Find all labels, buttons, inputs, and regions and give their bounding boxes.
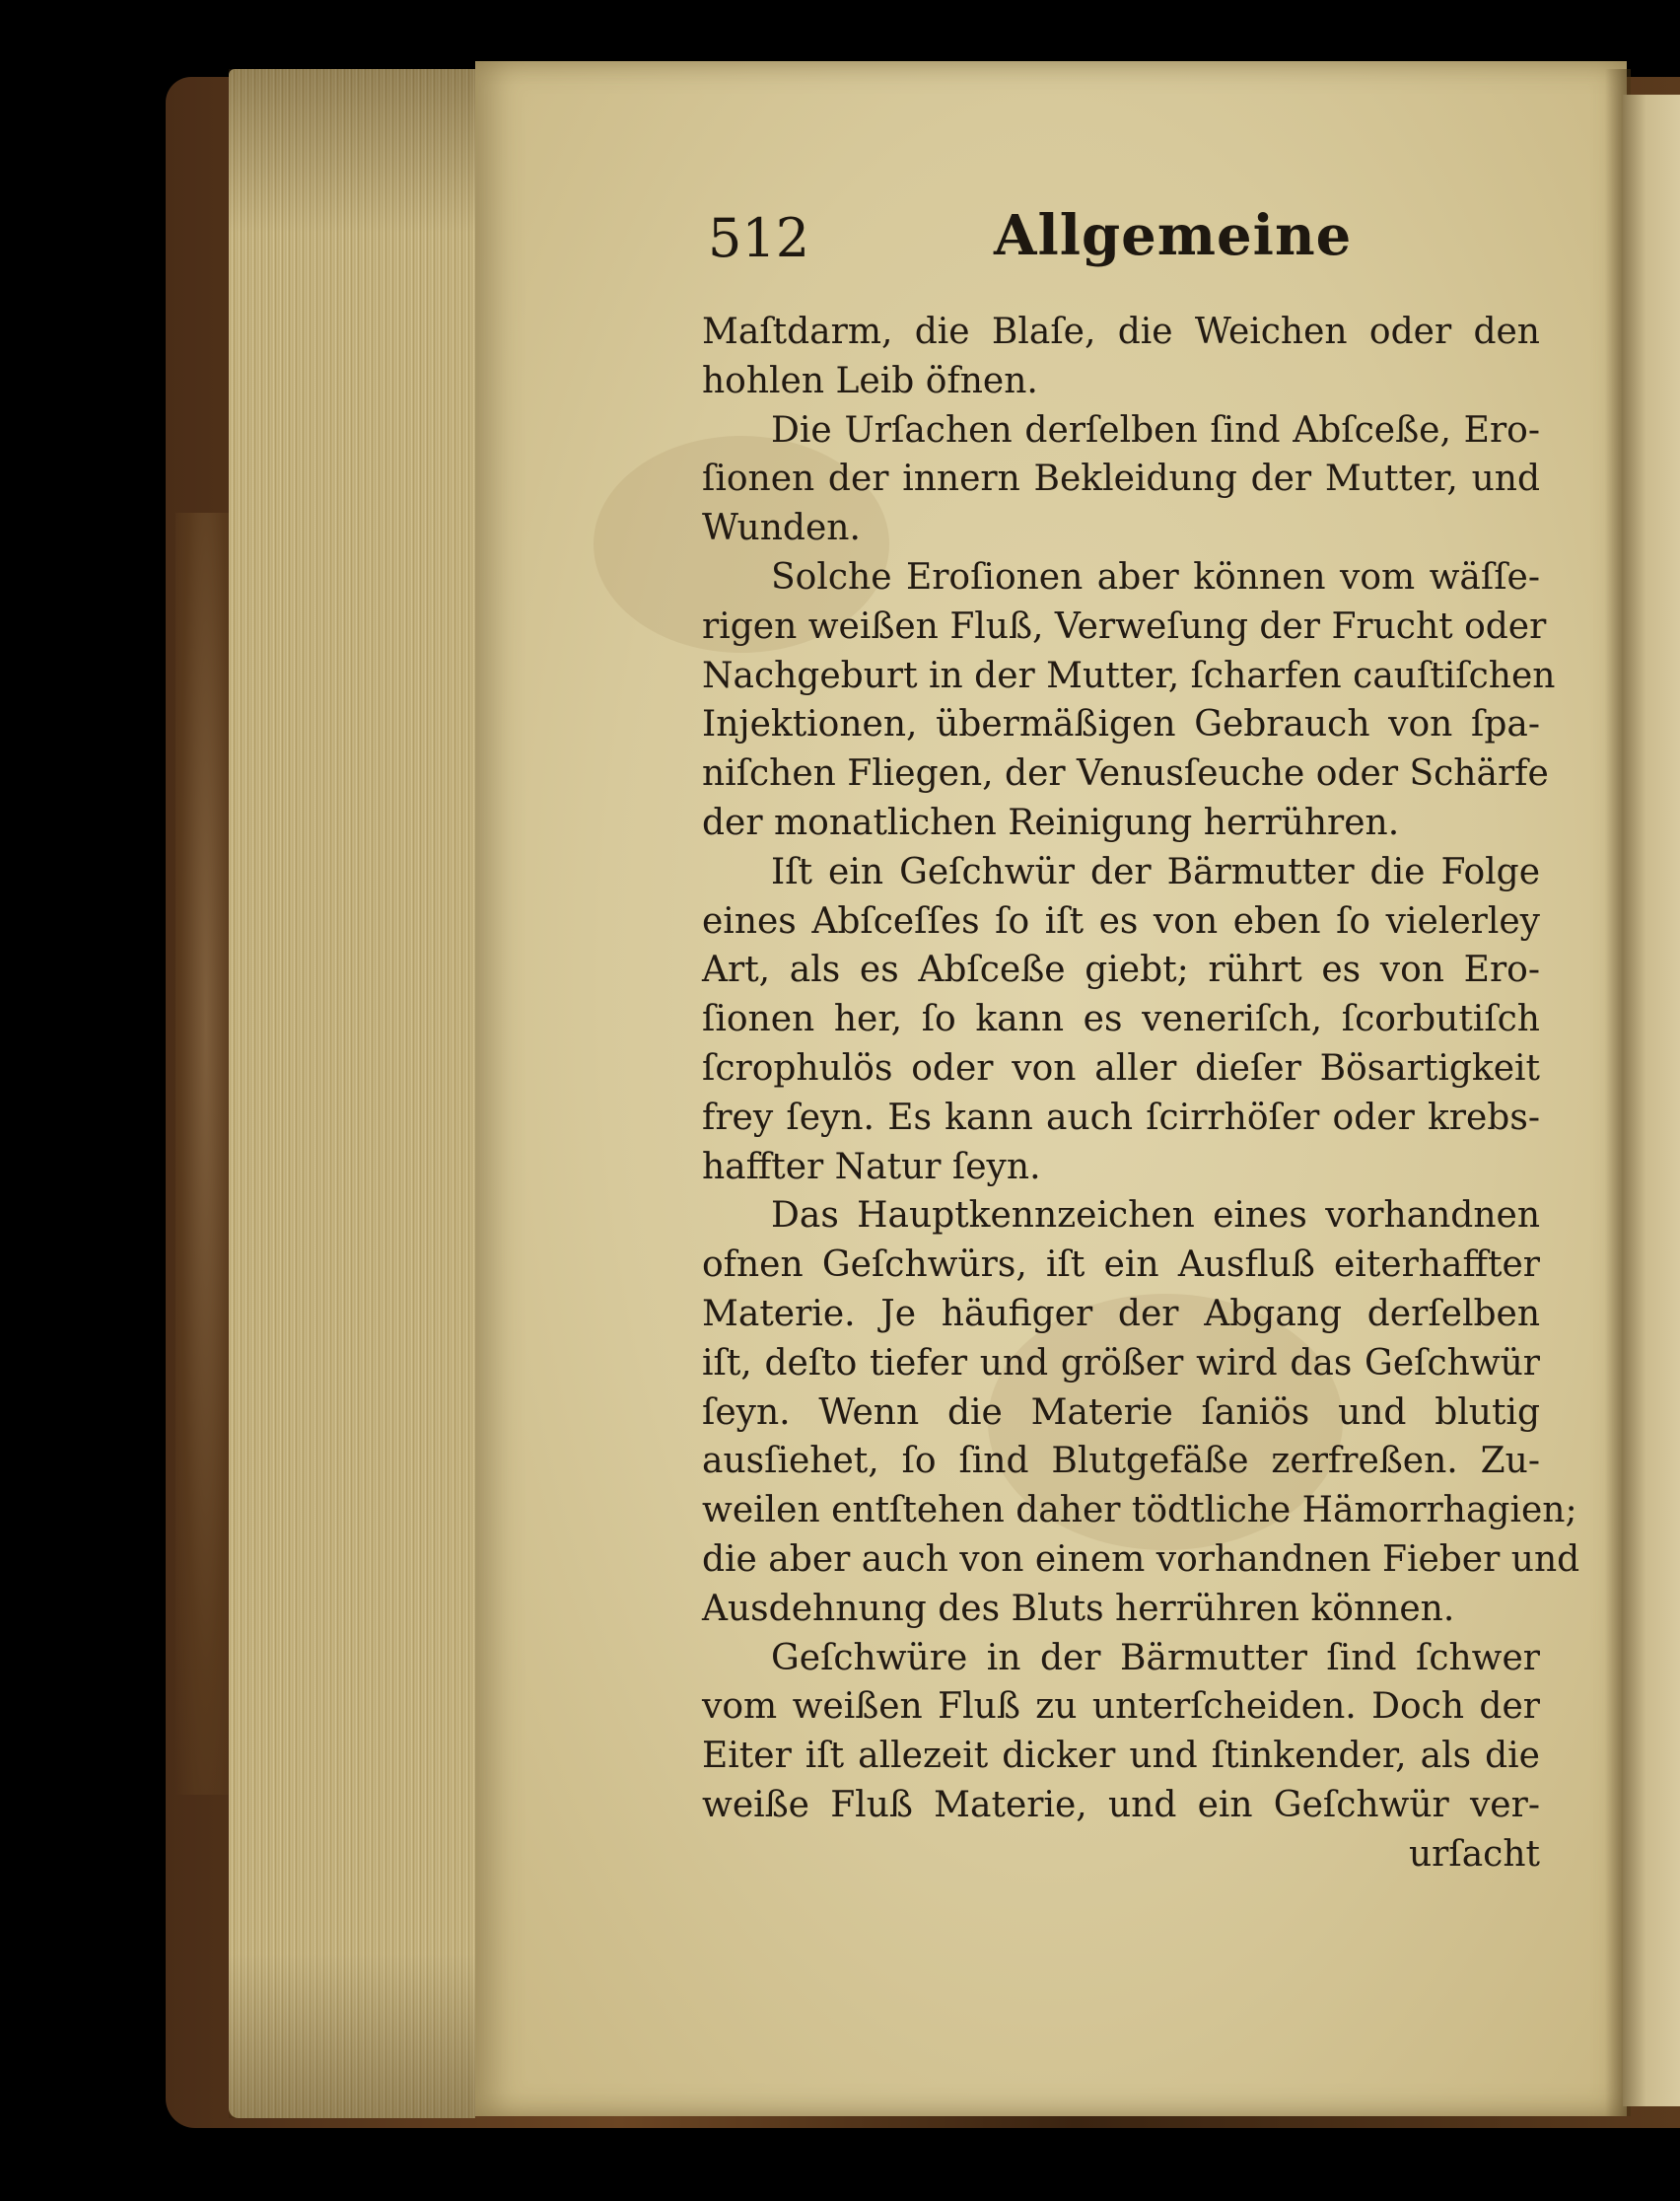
running-title: Allgemeine <box>994 203 1353 268</box>
text-line: Das Hauptkennzeichen eines vorhandnen <box>771 1195 1540 1237</box>
text-line: urſacht <box>1409 1833 1540 1875</box>
text-line: vom weißen Fluß zu unterſcheiden. Doch der <box>702 1686 1540 1728</box>
text-line: ſcrophulös oder von aller dieſer Bösartigkeit <box>702 1047 1540 1089</box>
text-line: hohlen Leib öfnen. <box>702 360 1038 401</box>
text-line: weilen entſtehen daher tödtliche Hämorrhagien; <box>702 1490 1577 1531</box>
text-line: Injektionen, übermäßigen Gebrauch von ſpa- <box>702 704 1540 746</box>
facing-page-edge <box>1623 95 1680 2106</box>
text-line: der monatlichen Reinigung herrühren. <box>702 802 1400 843</box>
text-line: Materie. Je häufiger der Abgang derſelben <box>702 1293 1540 1334</box>
text-line: Eiter iſt allezeit dicker und ſtinkender, als die <box>702 1736 1540 1777</box>
text-line: rigen weißen Fluß, Verweſung der Frucht oder <box>702 605 1547 647</box>
text-line: ofnen Geſchwürs, iſt ein Ausfluß eiterhaffter <box>702 1244 1540 1286</box>
text-line: Maſtdarm, die Blaſe, die Weichen oder den <box>702 312 1540 352</box>
text-line: ſionen her, ſo kann es veneriſch, ſcorbutiſch <box>702 999 1540 1040</box>
text-line: Ausdehnung des Bluts herrühren können. <box>702 1588 1455 1629</box>
text-line: Wunden. <box>702 508 861 549</box>
text-line: weiße Fluß Materie, und ein Geſchwür ver- <box>702 1784 1540 1825</box>
text-line: ſionen der innern Bekleidung der Mutter, und <box>702 459 1540 500</box>
page-header <box>708 203 1536 276</box>
text-line: Die Urſachen derſelben ſind Abſceße, Ero- <box>771 409 1540 451</box>
text-line: ſeyn. Wenn die Materie ſaniös und blutig <box>702 1391 1540 1433</box>
text-line: Solche Eroſionen aber können vom wäſſe- <box>771 556 1540 598</box>
page-edges <box>229 69 475 2118</box>
body-text <box>702 308 1580 1880</box>
text-line: die aber auch von einem vorhandnen Fieber und <box>702 1538 1580 1580</box>
text-line: Geſchwüre in der Bärmutter ſind ſchwer <box>771 1637 1540 1678</box>
text-line: iſt, deſto tiefer und größer wird das Geſchwür <box>702 1342 1540 1384</box>
page-number: 512 <box>708 207 810 269</box>
text-line: frey ſeyn. Es kann auch ſcirrhöſer oder krebs- <box>702 1097 1540 1138</box>
text-line: Iſt ein Geſchwür der Bärmutter die Folge <box>771 851 1540 892</box>
text-line: Nachgeburt in der Mutter, ſcharfen cauſtiſchen <box>702 655 1556 696</box>
text-line: Art, als es Abſceße giebt; rührt es von Ero- <box>702 950 1540 991</box>
text-line: ausſiehet, ſo ſind Blutgefäße zerfreßen. Zu- <box>702 1441 1540 1482</box>
cover-wear-mark <box>175 513 237 1795</box>
text-line: haffter Natur ſeyn. <box>702 1146 1041 1187</box>
text-line: eines Abſceſſes ſo iſt es von eben ſo vielerley <box>702 900 1540 942</box>
text-line: niſchen Fliegen, der Venusſeuche oder Schärfe <box>702 753 1549 795</box>
